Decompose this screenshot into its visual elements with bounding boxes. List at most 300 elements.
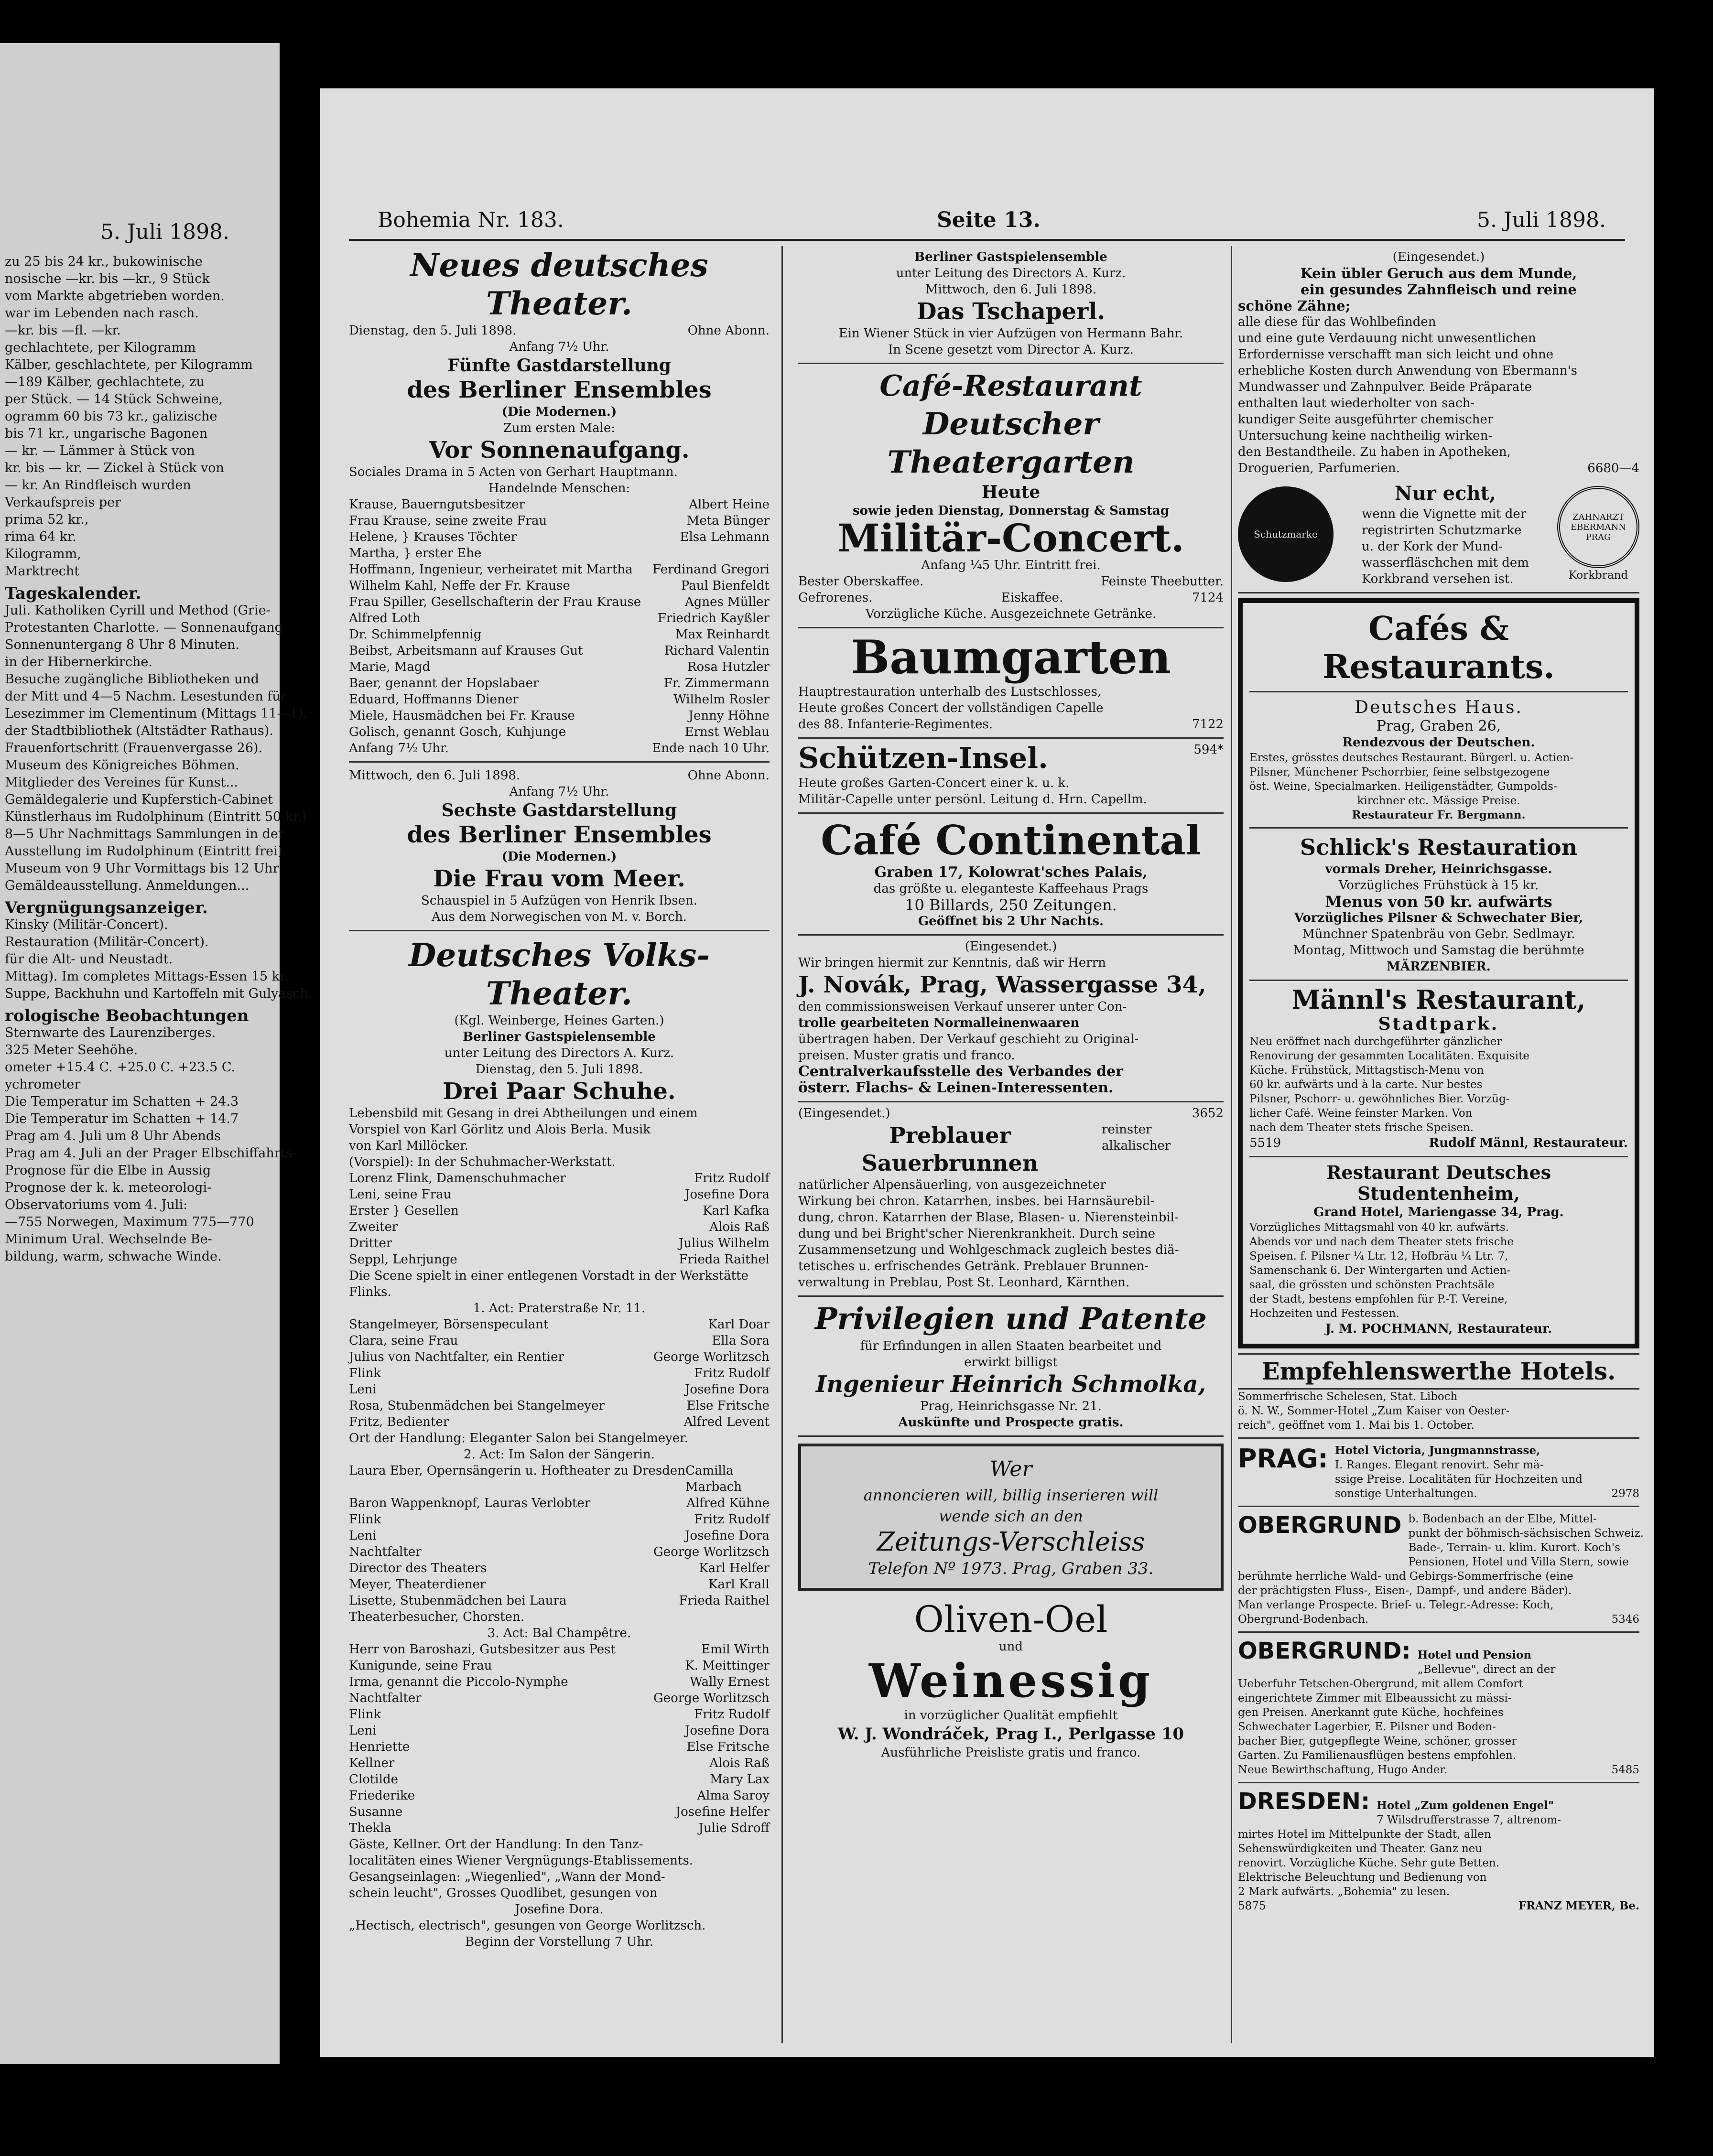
restaurants-box xyxy=(1238,598,1639,1348)
cast-row xyxy=(349,1788,770,1804)
role: Beibst, Arbeitsmann auf Krauses Gut xyxy=(349,644,583,658)
cast-row xyxy=(349,1739,770,1755)
role: Rosa, Stubenmädchen bei Stangelmeyer xyxy=(349,1399,605,1413)
text-line: Restauration (Militär-Concert). xyxy=(5,935,209,949)
ad-line: Ausführliche Preisliste gratis und franco. xyxy=(881,1746,1141,1760)
ad-line: für Erfindungen in allen Staaten bearbeitet und xyxy=(860,1339,1162,1353)
text-line: Kinsky (Militär-Concert). xyxy=(5,917,168,932)
role: Alfred Loth xyxy=(349,611,421,625)
guest-line: Sechste Gastdarstellung xyxy=(441,800,677,820)
role: Clara, seine Frau xyxy=(349,1334,458,1348)
actor: Alois Raß xyxy=(709,1220,770,1234)
ad-line: Vorzügliches Mittagsmahl von 40 kr. aufwärts. xyxy=(1249,1221,1509,1234)
play-description: Schauspiel in 5 Aufzügen von Henrik Ibsen. xyxy=(421,894,697,908)
text-line: Beginn der Vorstellung 7 Uhr. xyxy=(465,1935,653,1949)
actor: K. Meittinger xyxy=(685,1659,770,1673)
ad-line: MÄRZENBIER. xyxy=(1387,959,1491,974)
ad-title: Deutscher Theatergarten xyxy=(887,406,1135,480)
role: Leni xyxy=(349,1382,377,1397)
ad-line: und xyxy=(998,1639,1023,1654)
ad-row xyxy=(798,1121,1224,1177)
cast-row xyxy=(349,1560,770,1576)
ad-concert: Militär-Concert. xyxy=(837,516,1184,561)
role: Irma, genannt die Piccolo-Nymphe xyxy=(349,1675,568,1689)
ad-line: Rendezvous der Deutschen. xyxy=(1342,735,1535,750)
ad-line: Abends vor und nach dem Theater stets frische xyxy=(1249,1236,1514,1248)
ad-today: Heute xyxy=(981,482,1041,502)
ad-number: 2978 xyxy=(1611,1488,1639,1500)
ad-line: wenn die Vignette mit der xyxy=(1362,507,1527,521)
ad-title: Café-Restaurant xyxy=(879,369,1142,403)
director-line: In Scene gesetzt vom Director A. Kurz. xyxy=(888,343,1134,357)
actor: Meta Bünger xyxy=(686,514,770,528)
date: Mittwoch, den 6. Juli 1898. xyxy=(349,768,520,783)
ad-line: öst. Weine, Specialmarken. Heiligenstädter, Gumpolds- xyxy=(1249,780,1557,793)
role: Theaterbesucher, Chorsten. xyxy=(349,1610,525,1624)
ad-line: Küche. Frühstück, Mittagstisch-Menu von xyxy=(1249,1064,1484,1077)
hotels-section xyxy=(1238,1353,1644,1913)
cast-row xyxy=(349,1186,770,1203)
cast-list xyxy=(349,1170,770,1268)
cast-row xyxy=(349,1771,770,1788)
text-line: Museum von 9 Uhr Vormittags bis 12 Uhr xyxy=(5,861,279,876)
ad-line: Untersuchung keine nachtheilig wirken- xyxy=(1238,429,1493,443)
actor: Max Reinhardt xyxy=(675,627,770,642)
actor: Ella Sora xyxy=(712,1334,770,1348)
text-line: —kr. bis —fl. —kr. xyxy=(5,323,121,338)
ad-line: Droguerien, Parfumerien. xyxy=(1238,461,1400,475)
ad-line: Vorzügliches Pilsner & Schwechater Bier, xyxy=(1294,911,1583,925)
text-line: bildung, warm, schwache Winde. xyxy=(5,1249,222,1264)
text-line: kr. bis — kr. — Zickel à Stück von xyxy=(5,461,224,475)
divider xyxy=(1249,691,1628,692)
ad-line: Pilsner, Münchener Pschorrbier, feine selbstgezogene xyxy=(1249,766,1550,778)
cast-row xyxy=(349,724,770,740)
ad-line: Montag, Mittwoch und Samstag die berühmte xyxy=(1293,943,1584,958)
seal-group xyxy=(1557,486,1639,582)
cast-row xyxy=(349,496,770,513)
ad-line: Hotel Victoria, Jungmannstrasse, xyxy=(1334,1444,1540,1457)
ad-line: Neue Bewirthschaftung, Hugo Ander. xyxy=(1238,1764,1448,1776)
ad-title: J. Novák, Prag, Wassergasse 34, xyxy=(798,971,1206,998)
role: Krause, Bauerngutsbesitzer xyxy=(349,497,525,512)
ad-line: sonstige Unterhaltungen. xyxy=(1334,1488,1477,1500)
cast-row xyxy=(349,1170,770,1186)
ad-line: bacher Bier, gutgepflegte Weine, schöner, grosser xyxy=(1238,1735,1517,1747)
ad-line: Geöffnet bis 2 Uhr Nachts. xyxy=(918,914,1104,928)
text-line: Lesezimmer im Clementinum (Mittags 11—1). xyxy=(5,706,307,721)
cast-row xyxy=(349,561,770,578)
theater-location: (Kgl. Weinberge, Heines Garten.) xyxy=(454,1013,664,1028)
abo: Ohne Abonn. xyxy=(687,323,770,338)
text-line: Künstlerhaus im Rudolphinum (Eintritt 50 kr.) xyxy=(5,809,307,824)
ad-ebermann xyxy=(1238,246,1639,593)
ad-line: Grand Hotel, Mariengasse 34, Prag. xyxy=(1313,1205,1564,1219)
role: Laura Eber, Opernsängerin u. Hoftheater zu Dresden xyxy=(349,1464,686,1478)
ad-headline: schöne Zähne; xyxy=(1238,298,1351,314)
restaurant-name: Schlick's Restauration xyxy=(1300,834,1578,860)
date: Dienstag, den 5. Juli 1898. xyxy=(349,323,517,338)
ad-number: 7122 xyxy=(1192,717,1224,732)
cast-row xyxy=(349,1609,770,1625)
role: Fritz, Bedienter xyxy=(349,1415,449,1429)
ad-start: Anfang ¼5 Uhr. Eintritt frei. xyxy=(921,558,1101,572)
header-rule xyxy=(349,239,1625,241)
actor: Mary Lax xyxy=(710,1772,770,1787)
actor: Frieda Raithel xyxy=(679,1594,770,1608)
ad-owner: Restaurateur Fr. Bergmann. xyxy=(1352,808,1526,821)
date-row xyxy=(349,767,770,784)
ad-number: 594* xyxy=(1193,743,1224,757)
page-number: Seite 13. xyxy=(937,208,1041,232)
seal-group xyxy=(1238,486,1334,582)
hotel-text xyxy=(1377,1799,1639,1827)
ad-headline: ein gesundes Zahnfleisch und reine xyxy=(1301,281,1577,298)
ad-item: Eiskaffee. xyxy=(1001,591,1063,605)
cast-row xyxy=(349,1414,770,1430)
ad-line: dung, chron. Katarrhen der Blase, Blasen- u. Nierensteinbil- xyxy=(798,1210,1179,1225)
subtitle: (Die Modernen.) xyxy=(501,405,617,419)
hotel-city: OBERGRUND: xyxy=(1238,1638,1411,1664)
text-line: Minimum Ural. Wechselnde Be- xyxy=(5,1232,212,1247)
director-line: unter Leitung des Directors A. Kurz. xyxy=(444,1046,674,1060)
ad-line: reich", geöffnet vom 1. Mai bis 1. October. xyxy=(1238,1419,1474,1432)
ad-line: eingerichtete Zimmer mit Elbeaussicht zu mässi- xyxy=(1238,1692,1512,1704)
actor: Josefine Dora xyxy=(685,1187,770,1202)
ad-line: preisen. Muster gratis und franco. xyxy=(798,1048,1015,1063)
text-line: nosische —kr. bis —kr., 9 Stück xyxy=(5,271,210,286)
role: Flink xyxy=(349,1512,381,1527)
ad-title: Café Continental xyxy=(821,817,1201,864)
text-line: 325 Meter Seehöhe. xyxy=(5,1043,138,1057)
hotel-text xyxy=(1408,1512,1644,1569)
previous-page-text xyxy=(5,253,313,1265)
role: Wilhelm Kahl, Neffe der Fr. Krause xyxy=(349,579,570,593)
actor: Albert Heine xyxy=(689,497,770,512)
ad-line: licher Café. Weine feinster Marken. Von xyxy=(1249,1107,1473,1120)
previous-page-fragment xyxy=(0,43,313,2064)
role: Nachtfalter xyxy=(349,1691,422,1705)
cast-row xyxy=(349,1690,770,1706)
act-heading: 1. Act: Praterstraße Nr. 11. xyxy=(473,1301,646,1315)
cast-row xyxy=(349,1593,770,1609)
cork-seal-icon xyxy=(1557,486,1639,568)
ad-title: Preblauer Sauerbrunnen xyxy=(861,1122,1039,1176)
text-line: ometer +15.4 C. +25.0 C. +23.5 C. xyxy=(5,1060,236,1075)
text-line: Protestanten Charlotte. — Sonnenaufgang xyxy=(5,620,283,635)
ad-item: Feinste Theebutter. xyxy=(1101,574,1224,589)
role: Thekla xyxy=(349,1821,392,1835)
section-heading: Tageskalender. xyxy=(5,584,141,603)
ensemble-name: Berliner Gastspielensemble xyxy=(463,1030,656,1044)
subtitle: (Die Modernen.) xyxy=(501,850,617,864)
text-line: Josefine Dora. xyxy=(515,1902,604,1917)
actor: Elsa Lehmann xyxy=(680,530,770,544)
ad-line: Wer xyxy=(989,1457,1032,1481)
restaurant-name: Deutsches Haus. xyxy=(1355,698,1523,717)
play-title: Vor Sonnenaufgang. xyxy=(429,437,690,464)
hotel-text xyxy=(1335,1444,1639,1501)
ad-line: erhebliche Kosten durch Anwendung von Ebermann's xyxy=(1238,364,1578,378)
theater-title: Neues deutsches Theater. xyxy=(410,247,708,322)
text-line: Juli. Katholiken Cyrill und Method (Grie- xyxy=(5,603,271,618)
text-line: in der Hibernerkirche. xyxy=(5,655,152,669)
section-heading: rologische Beobachtungen xyxy=(5,1006,249,1025)
cast-row xyxy=(349,1316,770,1333)
play-title: Das Tschaperl. xyxy=(916,298,1106,325)
play-title: Drei Paar Schuhe. xyxy=(443,1078,676,1105)
cast-list xyxy=(349,1463,770,1625)
ad-line: Münchner Spatenbräu von Gebr. Sedlmayr. xyxy=(1302,927,1575,941)
ad-line: Heute großes Concert der vollständigen Capelle xyxy=(798,701,1104,715)
ad-headline: Nur echt, xyxy=(1395,482,1496,505)
ad-line: ö. N. W., Sommer-Hotel „Zum Kaiser von Oester- xyxy=(1238,1405,1510,1417)
ad-line: Vorzügliches Frühstück à 15 kr. xyxy=(1338,878,1539,893)
text-line: Observatoriums vom 4. Juli: xyxy=(5,1197,188,1212)
actor: Karl Krall xyxy=(708,1577,770,1592)
actor: Ferdinand Gregori xyxy=(652,562,770,577)
play-description: Sociales Drama in 5 Acten von Gerhart Hauptmann. xyxy=(349,465,678,479)
divider xyxy=(1238,1782,1639,1783)
ad-line: Mundwasser und Zahnpulver. Beide Präparate xyxy=(1238,380,1532,394)
text-line: für die Alt- und Neustadt. xyxy=(5,952,173,967)
actor: Emil Wirth xyxy=(701,1642,770,1657)
actor: Fritz Rudolf xyxy=(694,1512,770,1527)
role: Nachtfalter xyxy=(349,1545,422,1559)
column-rule xyxy=(1231,246,1232,2043)
cast-row xyxy=(349,1641,770,1658)
cast-row xyxy=(349,1820,770,1836)
ad-line: Neu eröffnet nach durchgeführter gänzlicher xyxy=(1249,1035,1502,1048)
cast-row xyxy=(349,1528,770,1544)
ad-line: wasserfläschchen mit dem xyxy=(1362,556,1529,570)
ad-line: Renovirung der gesammten Localitäten. Exquisite xyxy=(1249,1050,1530,1062)
ad-title: Weinessig xyxy=(868,1654,1153,1708)
divider xyxy=(1238,1506,1639,1507)
ad-number: 5346 xyxy=(1611,1613,1639,1626)
ad-line: Auskünfte und Prospecte gratis. xyxy=(898,1415,1124,1430)
text-line: prima 52 kr., xyxy=(5,512,89,527)
ad-line: tetisches u. erfrischendes Getränk. Preblauer Brunnen- xyxy=(798,1259,1149,1273)
cast-row xyxy=(349,1723,770,1739)
role: Clotilde xyxy=(349,1772,398,1787)
text-line: Gäste, Kellner. Ort der Handlung: In den Tanz- xyxy=(349,1837,643,1852)
cast-row xyxy=(349,691,770,708)
ad-owner: Rudolf Männl, Restaurateur. xyxy=(1429,1136,1628,1150)
actor: Alma Saroy xyxy=(697,1789,770,1803)
end-time: Ende nach 10 Uhr. xyxy=(652,741,770,755)
role: Baron Wappenknopf, Lauras Verlobter xyxy=(349,1496,591,1510)
role: Frau Krause, seine zweite Frau xyxy=(349,514,547,528)
text-line: Die Temperatur im Schatten + 24.3 xyxy=(5,1094,239,1109)
actor: Fr. Zimmermann xyxy=(663,676,770,690)
actor: Alfred Kühne xyxy=(686,1496,770,1510)
ad-line: Wir bringen hiermit zur Kenntnis, daß wir Herrn xyxy=(798,956,1106,970)
ad-line: den Bestandtheile. Zu haben in Apotheken, xyxy=(1238,445,1511,459)
divider xyxy=(349,930,770,931)
ad-row xyxy=(1238,1612,1639,1627)
scene-note: Ort der Handlung: Eleganter Salon bei Stangelmeyer. xyxy=(349,1431,689,1445)
ad-item: Gefrorenes. xyxy=(798,591,873,605)
text-line: Prognose für die Elbe in Aussig xyxy=(5,1163,211,1178)
ad-line: in vorzüglicher Qualität empfiehlt xyxy=(904,1708,1118,1723)
seal-text: ZAHNARZT EBERMANN PRAG xyxy=(1570,512,1626,542)
ad-echt-block xyxy=(1362,481,1529,587)
ad-line: wende sich an den xyxy=(939,1507,1083,1525)
ad-line: Hotel und Pension xyxy=(1417,1649,1532,1661)
text-line: — kr. An Rindfleisch wurden xyxy=(5,478,191,493)
ad-head: (Eingesendet.) xyxy=(798,1106,890,1121)
cast-row xyxy=(349,1463,770,1495)
restaurant-name: Männl's Restaurant, xyxy=(1291,984,1586,1015)
actor: Alois Raß xyxy=(709,1756,770,1770)
ad-line: den commissionsweisen Verkauf unserer unter Con- xyxy=(798,1000,1127,1014)
hotel-text xyxy=(1418,1648,1639,1677)
actor: Fritz Rudolf xyxy=(694,1171,770,1186)
ad-line: Hauptrestauration unterhalb des Lustschlosses, xyxy=(798,685,1102,699)
cast-row xyxy=(349,1203,770,1219)
text-line: ogramm 60 bis 73 kr., galizische xyxy=(5,409,217,424)
ad-number: 6680—4 xyxy=(1587,461,1639,475)
issue-date: 5. Juli 1898. xyxy=(1476,208,1606,232)
actor: Wilhelm Rosler xyxy=(673,692,770,707)
actor: Karl Doar xyxy=(708,1317,770,1332)
role: Frau Spiller, Gesellschafterin der Frau Krause xyxy=(349,595,641,609)
text-line: —755 Norwegen, Maximum 775—770 xyxy=(5,1215,254,1229)
text-line: Gesangseinlagen: „Wiegenlied", „Wann der Mond- xyxy=(349,1870,665,1884)
ad-tschaperl xyxy=(798,246,1224,364)
ad-line: Pensionen, Hotel und Villa Stern, sowie xyxy=(1408,1556,1629,1568)
ad-row xyxy=(1335,1487,1639,1501)
ad-item: Bester Oberskaffee. xyxy=(798,574,924,589)
role: Leni xyxy=(349,1529,377,1543)
role: Dr. Schimmelpfennig xyxy=(349,627,482,642)
ad-line: Korkbrand versehen ist. xyxy=(1362,572,1514,586)
ad-line: 10 Billards, 250 Zeitungen. xyxy=(905,896,1117,914)
ad-line: kundiger Seite ausgeführter chemischer xyxy=(1238,412,1494,427)
ad-line: kirchner etc. Mässige Preise. xyxy=(1357,795,1520,807)
text-line: schein leucht", Grosses Quodlibet, gesungen von xyxy=(349,1886,658,1900)
director-line: unter Leitung des Directors A. Kurz. xyxy=(896,266,1126,280)
text-line: Suppe, Backhuhn und Kartoffeln mit Gulyasch. xyxy=(5,986,313,1001)
ad-line: des 88. Infanterie-Regimentes. xyxy=(798,717,993,732)
text-line: der Mitt und 4—5 Nachm. Lesestunden für xyxy=(5,689,287,704)
role: Seppl, Lehrjunge xyxy=(349,1252,457,1267)
cast-row xyxy=(349,626,770,643)
ad-line: der prächtigsten Fluss-, Eisen-, Dampf-, und andere Bäder). xyxy=(1238,1585,1572,1597)
divider xyxy=(1249,827,1628,829)
ad-line: österr. Flachs- & Leinen-Interessenten. xyxy=(798,1079,1114,1096)
ad-row xyxy=(798,716,1224,733)
guest-line: Fünfte Gastdarstellung xyxy=(447,356,671,376)
restaurant-name: Restaurant Deutsches Studentenheim, xyxy=(1326,1162,1551,1204)
cast-row xyxy=(349,1365,770,1381)
ad-line: 60 kr. aufwärts und à la carte. Nur bestes xyxy=(1249,1078,1483,1091)
text-line: rima 64 kr. xyxy=(5,529,76,544)
times-row xyxy=(349,740,770,756)
ad-number: 7124 xyxy=(1192,591,1224,605)
start-time: Anfang 7½ Uhr. xyxy=(509,340,609,354)
hotel-city: OBERGRUND xyxy=(1238,1512,1402,1539)
ad-title: Privilegien und Patente xyxy=(815,1301,1207,1336)
cast-row xyxy=(349,1251,770,1268)
cast-row xyxy=(349,1381,770,1398)
ad-subtitle: Stadtpark. xyxy=(1378,1014,1499,1034)
actor: Friedrich Kayßler xyxy=(657,611,770,625)
ad-line: Heute großes Garten-Concert einer k. u. k. xyxy=(798,776,1070,790)
text-line: bis 71 kr., ungarische Bagonen xyxy=(5,426,208,441)
play-description: Ein Wiener Stück in vier Aufzügen von Hermann Bahr. xyxy=(838,326,1183,341)
note: Zum ersten Male: xyxy=(503,421,616,435)
actor: Alfred Levent xyxy=(683,1415,770,1429)
divider xyxy=(1249,1156,1628,1157)
ad-schmolka xyxy=(798,1297,1224,1437)
role: Martha, } erster Ehe xyxy=(349,546,482,561)
ad-line: Militär-Capelle unter persönl. Leitung d. Hrn. Capellm. xyxy=(798,792,1147,807)
ensemble-name: des Berliner Ensembles xyxy=(407,377,712,403)
ad-line: Speisen. f. Pilsner ¼ Ltr. 12, Hofbräu ¼ Ltr. 7, xyxy=(1249,1250,1508,1262)
trademark-seal-icon xyxy=(1238,486,1334,582)
previous-page-date: 5. Juli 1898. xyxy=(100,220,230,244)
text-line: 8—5 Uhr Nachmittags Sammlungen in der xyxy=(5,827,284,841)
ad-line: saal, die grössten und schönsten Prachtsäle xyxy=(1249,1279,1495,1291)
cast-row xyxy=(349,1674,770,1690)
play-description: von Karl Millöcker. xyxy=(349,1139,469,1153)
cast-row xyxy=(349,1349,770,1365)
ad-line: Vorzügliche Küche. Ausgezeichnete Getränke. xyxy=(865,607,1157,621)
ad-line: berühmte herrliche Wald- und Gebirgs-Sommerfrische (eine xyxy=(1238,1570,1573,1583)
cast-row xyxy=(349,529,770,545)
ad-wondracek xyxy=(798,1597,1224,1766)
ad-row xyxy=(1238,460,1639,476)
text-line: localitäten eines Wiener Vergnügungs-Etablissements. xyxy=(349,1854,694,1868)
actor: Fritz Rudolf xyxy=(694,1366,770,1380)
play-description: Lebensbild mit Gesang in drei Abtheilungen und einem xyxy=(349,1106,698,1121)
actor: Else Fritsche xyxy=(686,1740,770,1754)
ad-number: 5519 xyxy=(1249,1136,1281,1150)
role: Golisch, genannt Gosch, Kuhjunge xyxy=(349,725,566,739)
actor: Fritz Rudolf xyxy=(694,1707,770,1722)
ad-line: erwirkt billigst xyxy=(964,1355,1058,1369)
role: Dritter xyxy=(349,1236,392,1250)
actor: Josefine Dora xyxy=(685,1382,770,1397)
actor: Else Fritsche xyxy=(686,1399,770,1413)
ad-line: Elektrische Beleuchtung und Bedienung von xyxy=(1238,1871,1487,1884)
role: Julius von Nachtfalter, ein Rentier xyxy=(349,1350,564,1364)
ad-row xyxy=(798,573,1224,590)
actor: Julius Wilhelm xyxy=(678,1236,770,1250)
ad-line: Garten. Zu Familienausflügen bestens empfohlen. xyxy=(1238,1749,1517,1762)
text-line: Prag am 4. Juli an der Prager Elbschiffahrts- xyxy=(5,1146,297,1161)
ad-line: Zusammensetzung und Wohlgeschmack zugleich bestes diä- xyxy=(798,1243,1179,1257)
theater-title: Deutsches Volks-Theater. xyxy=(409,937,710,1012)
cast-row xyxy=(349,513,770,529)
ad-novak xyxy=(798,936,1224,1102)
text-line: zu 25 bis 24 kr., bukowinische xyxy=(5,254,203,269)
ad-title: Zeitungs-Verschleiss xyxy=(877,1527,1145,1557)
ad-line: renovirt. Vorzügliche Küche. Sehr gute Betten. xyxy=(1238,1857,1500,1869)
ad-line: Sehenswürdigkeiten und Theater. Ganz neu xyxy=(1238,1843,1483,1855)
actor: Jenny Höhne xyxy=(688,709,770,723)
ad-line: u. der Kork der Mund- xyxy=(1362,539,1503,554)
text-line: Gemäldeausstellung. Anmeldungen... xyxy=(5,878,249,893)
actor: George Worlitzsch xyxy=(653,1350,770,1364)
ad-line: annoncieren will, billig inserieren will xyxy=(863,1486,1159,1504)
date-row xyxy=(349,323,770,339)
ad-line: Graben 17, Kolowrat'sches Palais, xyxy=(874,864,1148,881)
ad-line: Bade-, Terrain- u. klim. Kurort. Koch's xyxy=(1408,1542,1620,1554)
text-line: ychrometer xyxy=(5,1077,81,1092)
